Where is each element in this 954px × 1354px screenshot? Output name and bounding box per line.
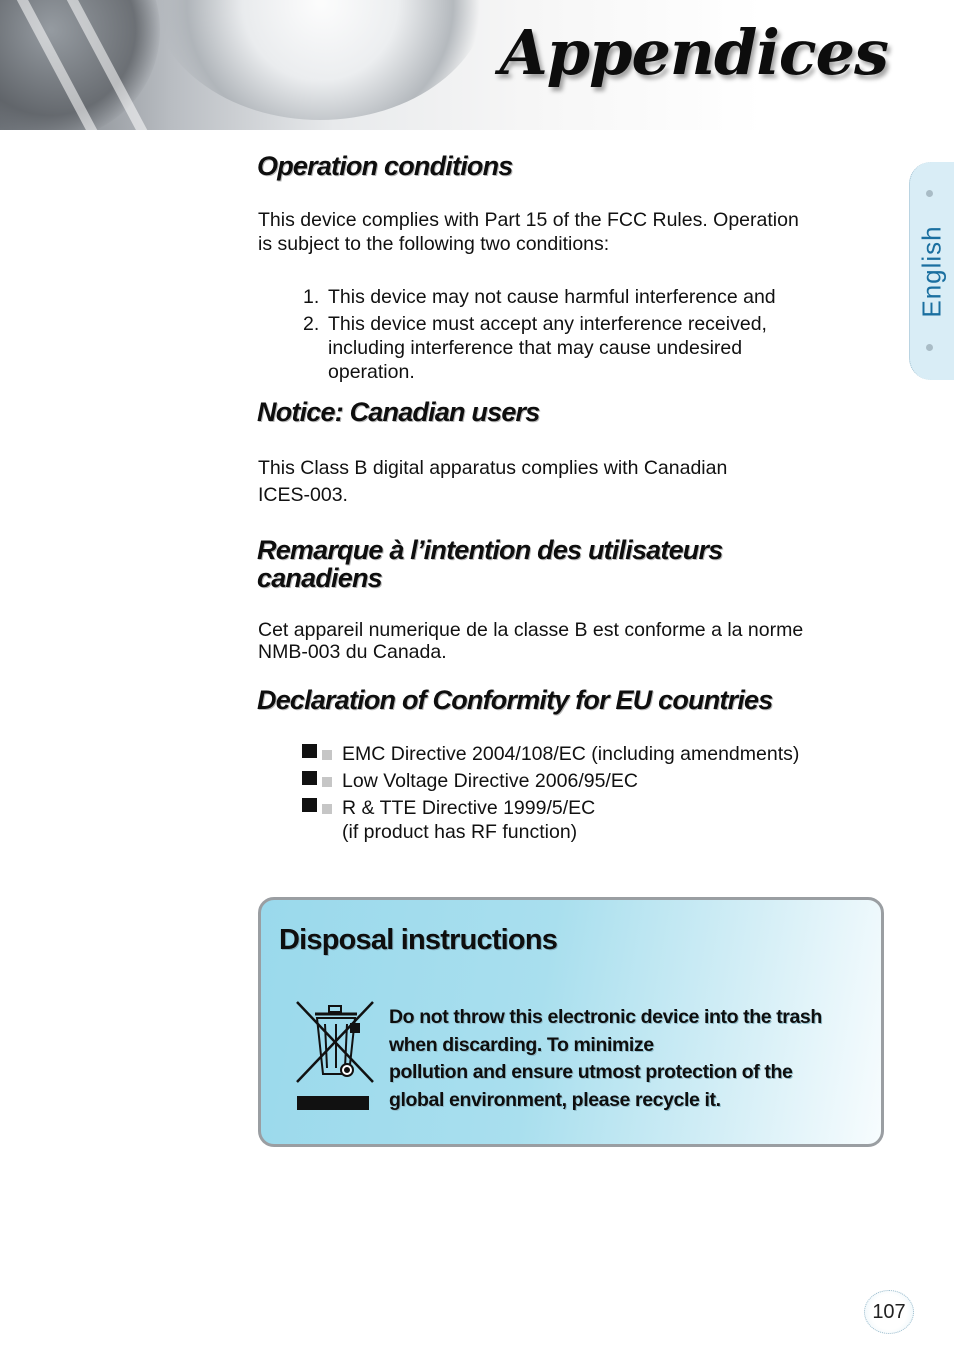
lens-graphic xyxy=(150,0,490,120)
page-title: Appendices xyxy=(499,16,888,89)
list-text: This device may not cause harmful interference and xyxy=(328,286,776,308)
list-text: This device must accept any interference received, xyxy=(328,313,767,335)
list-text: EMC Directive 2004/108/EC (including amendments) xyxy=(342,743,800,765)
section-heading-operation: Operation conditions xyxy=(257,151,513,181)
text-line: Cet appareil numerique de la classe B est conforme a la norme xyxy=(258,619,804,641)
list-item xyxy=(300,769,799,793)
list-number: 2. xyxy=(303,313,320,335)
heading-line: Remarque à l’intention des utilisateurs xyxy=(257,535,723,565)
disposal-box xyxy=(258,897,884,1147)
list-number: 1. xyxy=(303,286,320,308)
section-heading-canadian: Notice: Canadian users xyxy=(257,397,540,427)
text-line: This device complies with Part 15 of the FCC Rules. Operation xyxy=(258,209,799,231)
list-item xyxy=(300,796,799,844)
remarque-text xyxy=(258,619,803,663)
text-line: NMB-003 du Canada. xyxy=(258,641,447,663)
eu-directive-list xyxy=(300,742,799,847)
list-item xyxy=(300,742,799,766)
language-tab xyxy=(909,162,954,380)
conditions-list xyxy=(300,285,776,387)
list-item xyxy=(300,312,776,384)
text-line: ICES-003. xyxy=(258,484,348,506)
text-line: global environment, please recycle it. xyxy=(389,1088,721,1111)
list-text: R & TTE Directive 1999/5/EC xyxy=(342,797,596,819)
page-number: 107 xyxy=(864,1290,914,1334)
disposal-text xyxy=(389,1004,879,1114)
canadian-text xyxy=(258,455,727,509)
section-heading-remarque xyxy=(257,536,722,592)
text-line: This Class B digital apparatus complies with Canadian xyxy=(258,457,728,479)
list-text: including interference that may cause undesired xyxy=(328,337,743,359)
square-bullet-icon xyxy=(302,744,320,762)
language-label: English xyxy=(916,224,947,318)
list-item xyxy=(300,285,776,309)
list-text: (if product has RF function) xyxy=(342,821,578,843)
text-line: pollution and ensure utmost protection of the xyxy=(389,1061,793,1083)
square-bullet-icon xyxy=(302,798,320,816)
heading-line: canadiens xyxy=(257,563,382,593)
square-bullet-icon xyxy=(302,771,320,789)
disposal-title: Disposal instructions xyxy=(279,924,558,956)
text-line: is subject to the following two conditions: xyxy=(258,233,610,255)
operation-intro xyxy=(258,208,799,256)
section-heading-eu: Declaration of Conformity for EU countries xyxy=(257,685,773,715)
list-text: operation. xyxy=(328,361,415,383)
text-line: Do not throw this electronic device into the trash xyxy=(389,1006,822,1028)
text-line: when discarding. To minimize xyxy=(389,1033,654,1056)
weee-crossed-bin-icon xyxy=(295,1000,375,1116)
list-text: Low Voltage Directive 2006/95/EC xyxy=(342,770,638,792)
